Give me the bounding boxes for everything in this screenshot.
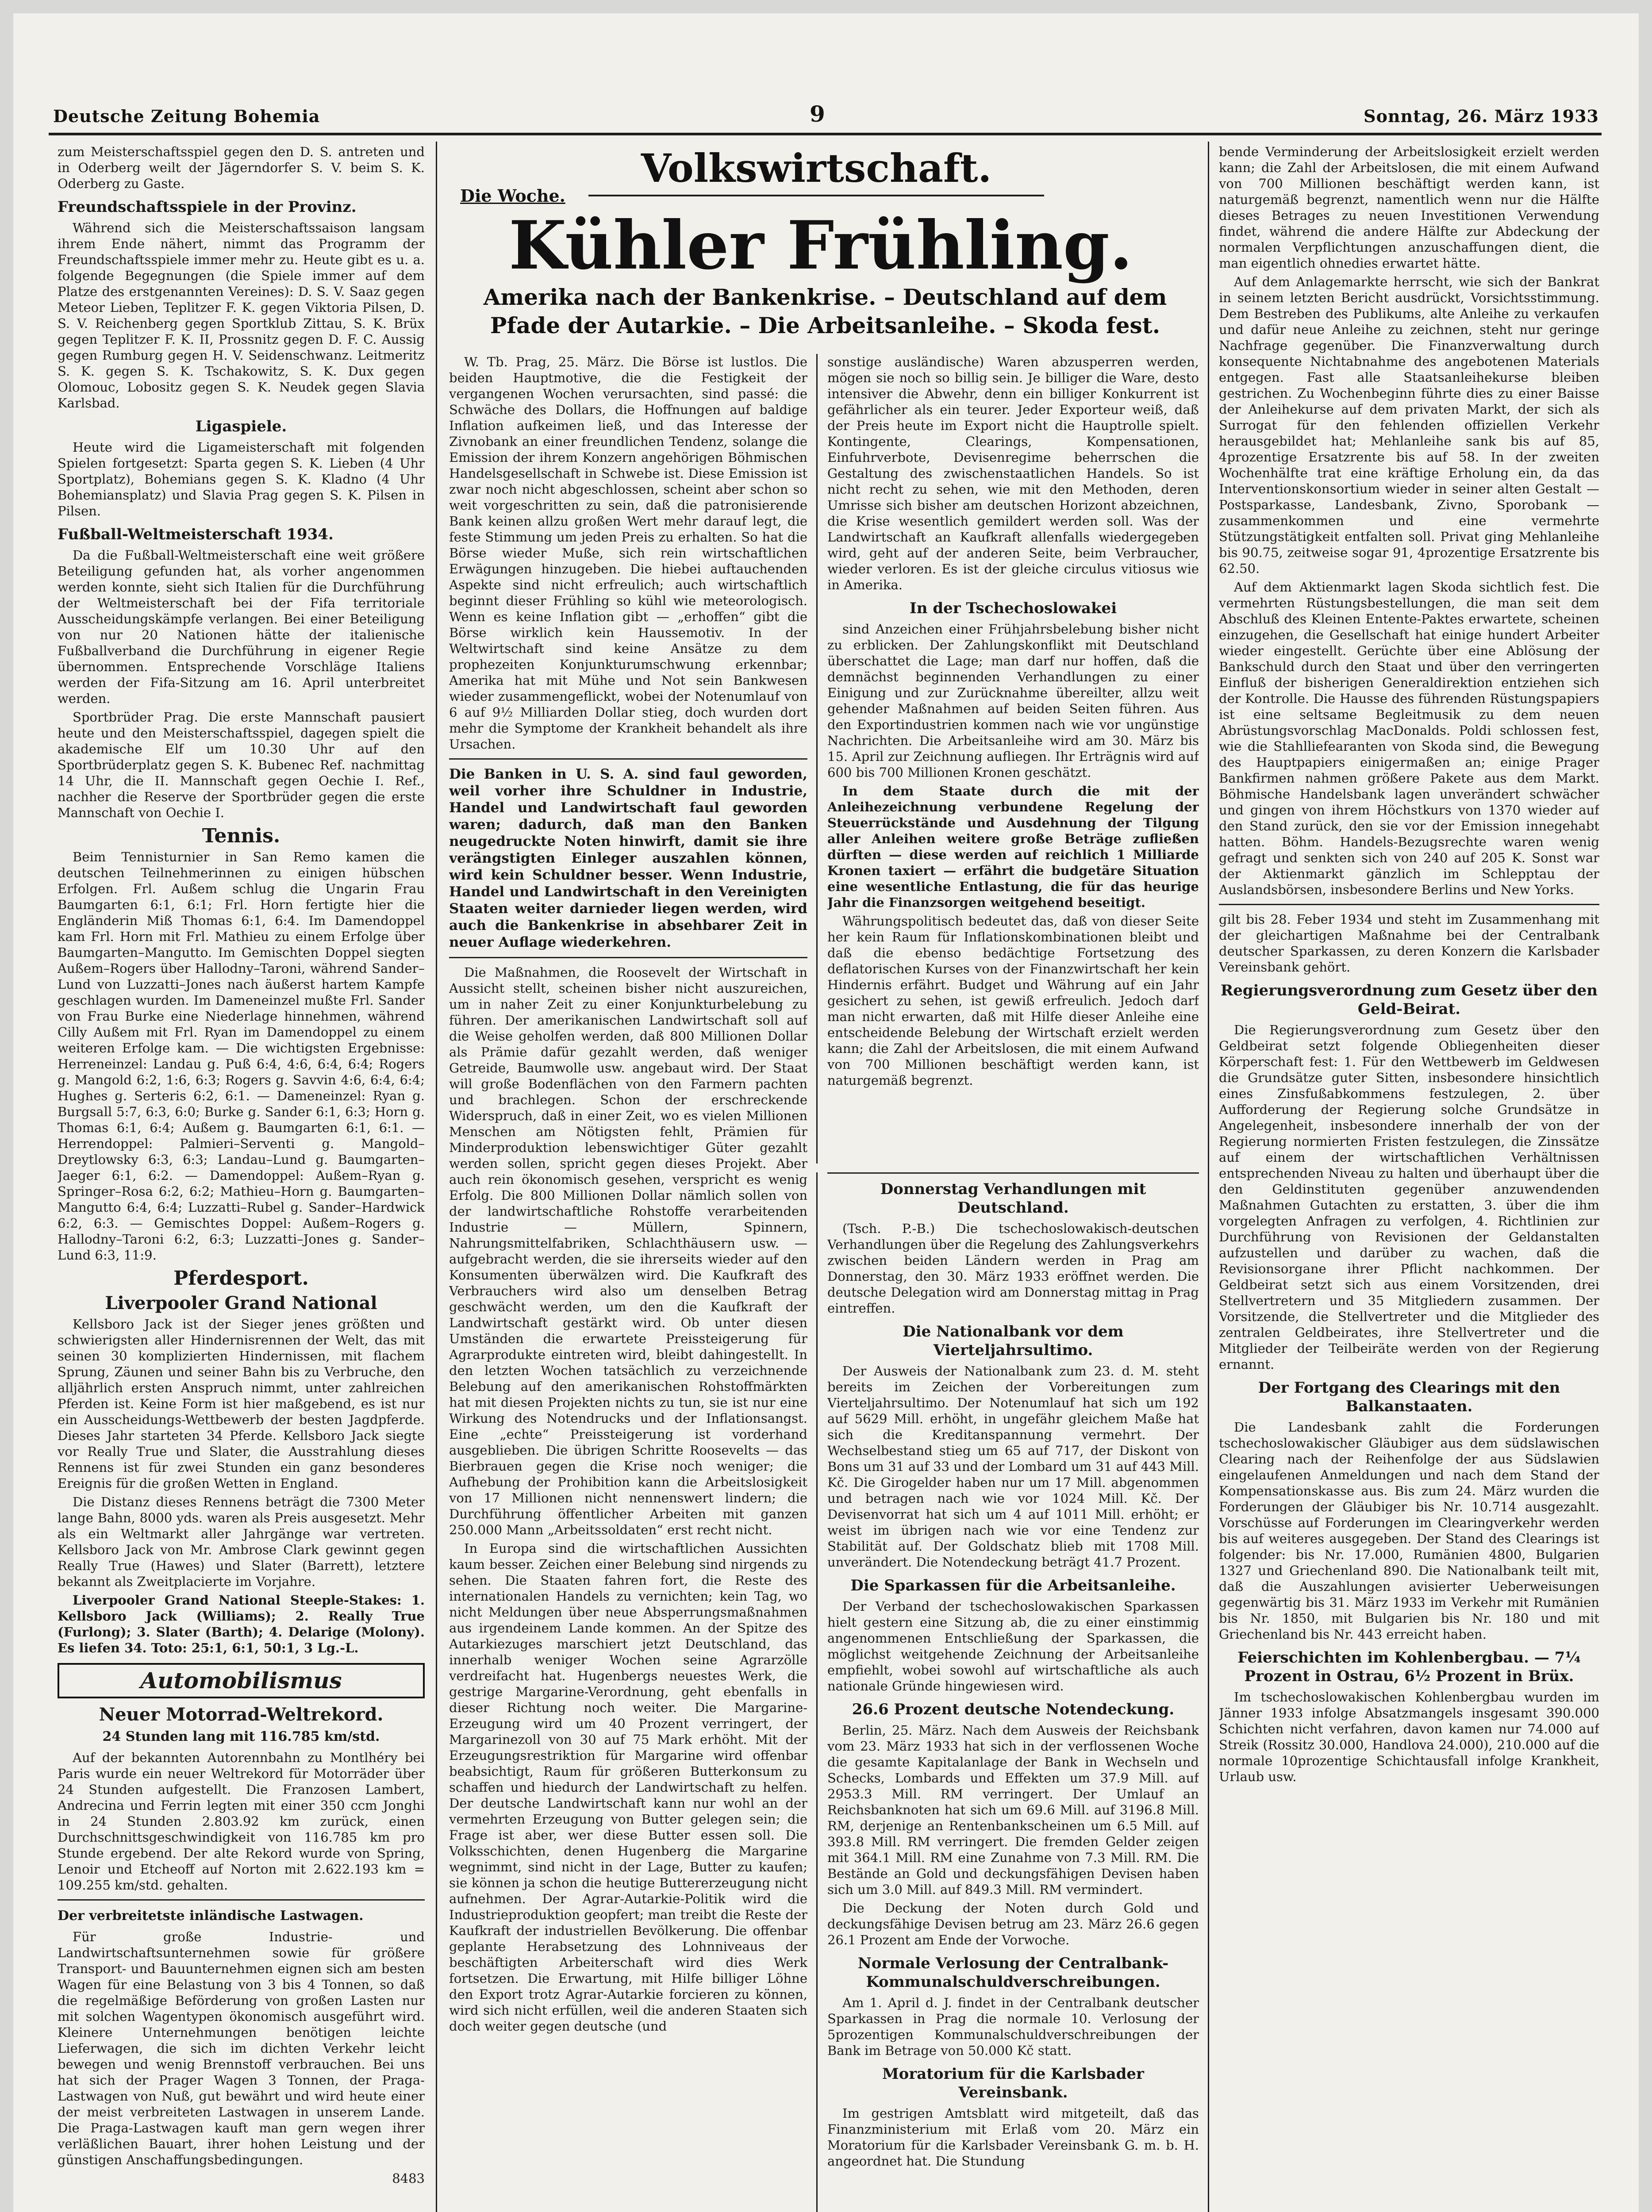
separator	[827, 1172, 1199, 1174]
coal-mining-text: Im tschechoslowakischen Kohlenbergbau wurden im Jänner 1933 infolge Absatzmangels insgesamt 390.000 Schichten nicht verfahren, davon kamen nur 74.000 auf Streik (Rossitz 30.000, Handlova 24.000), 210.000 auf die normale 10prozentige Schichtausfall infolge Krankheit, Urlaub usw.	[1219, 1690, 1599, 1784]
heading-world-cup: Fußball-Weltmeisterschaft 1934.	[58, 526, 334, 543]
money-council-text: Die Regierungsverordnung zum Gesetz über den Geldbeirat setzt folgende Obliegenheiten dieser Körperschaft fest: 1. Für den Wettbewerb im Geldwesen die Grundsätze guter Sitten, insbesondere hinsichtlich eines Zinsfußabkommens festzulegen, 2. über Aufforderung der Regierung solche Grundsätze in Angelegenheit, insbesondere innerhalb der von der Regierung normierten Fristen festzulegen, die Zinssätze auf einem der wirtschaftlichen Verhältnissen entsprechenden Niveau zu halten und überhaupt über die den Geldinstituten gegenüber anzuwendenden Maßnahmen Gutachten zu erstatten, 3. über die ihm vorgelegten Anfragen zu verfolgen, 4. Richtlinien zur Durchführung von Revisionen der Geldanstalten aufzustellen und darüber zu wachen, daß die Revisionsorgane ihrer Pflicht nachkommen. Der Geldbeirat setzt sich aus einem Vorsitzenden, drei Stellvertretern und 35 Mitgliedern zusammen. Der Vorsitzende, die Stellvertreter und die Mitglieder des zentralen Geldbeirates, ihre Stellvertreter und die Mitglieder der Teilbeiräte werden von der Regierung ernannt.	[1219, 1022, 1599, 1372]
nationalbank-text: Der Ausweis der Nationalbank zum 23. d. M. steht bereits im Zeichen der Vorbereitungen zum Vierteljahrsultimo. Der Notenumlauf hat sich um 192 auf 5629 Mill. erhöht, in ungefähr gleichem Maße hat sich die Kreditanspannung vermehrt. Der Wechselbestand stieg um 65 auf 717, der Diskont von Bons um 31 auf 33 und der Lombard um 31 auf 443 Mill. Kč. Die Girogelder haben nur um 17 Mill. abgenommen und betragen nach wie vor 1024 Mill. Kč. Der Devisenvorrat hat sich um 4 auf 1011 Mill. erhöht; er weist im übrigen nach wie vor eine Tendenz zur Stabilität auf. Der Goldschatz blieb mit 1708 Mill. unverändert. Die Notendeckung beträgt 41.7 Prozent.	[827, 1363, 1199, 1570]
heading-money-council: Regierungsverordnung zum Gesetz über den Geld-Beirat.	[1220, 982, 1598, 1018]
heading-clearing: Der Fortgang des Clearings mit den Balkanstaaten.	[1258, 1379, 1560, 1415]
currency-text: Währungspolitisch bedeutet das, daß von dieser Seite her kein Raum für Inflationskombinationen bleibt und daß die ebenso bedächtige Fortsetzung des deflatorischen Kurses von der Finanzwirtschaft her kein Hindernis erfährt. Budget und Währung auf ein Jahr gesichert zu sehen, ist gewiß erfreulich. Jedoch darf man nicht erwarten, daß mit Hilfe dieser Anleihe eine entscheidende Belebung der Wirtschaft erzielt werden kann; die Zahl der Arbeitslosen, die mit einem Aufwand von 700 Millionen beschäftigt werden kann, ist naturgemäß begrenzt.	[827, 914, 1199, 1088]
drawing-text: Am 1. April d. J. findet in der Centralbank deutscher Sparkassen in Prag die normale 10. Verlosung der 5prozentigen Kommunalschuldverschreibungen der Bank im Betrage von 50.000 Kč statt.	[827, 1995, 1199, 2058]
heading-trucks: Der verbreitetste inländische Lastwagen.	[58, 1908, 364, 1924]
trucks-text: Für große Industrie- und Landwirtschaftsunternehmen sowie für größere Transport- und Bauunternehmen eignen sich am besten Wagen für eine Belastung von 3 bis 4 Tonnen, so daß die regelmäßige Beförderung von großen Lasten nur mit solchen Wagentypen ökonomisch ausgeführt wird. Kleinere Unternehmungen benötigen leichte Lieferwagen, die sich im dichten Verkehr leicht bewegen und wenig Brennstoff verbrauchen. Bei uns hat sich der Prager Wagen 3 Tonnen, der Praga-Lastwagen von Nuß, gut bewährt und wird heute einer der meist verbreiteten Lastwagen in unserem Lande. Die Praga-Lastwagen kauft man gern wegen ihrer verläßlichen Bauart, ihrer hohen Leistung und der günstigen Anschaffungsbedingungen.	[58, 1929, 425, 2167]
footnote-number: 8483	[392, 2171, 425, 2186]
moratorium-text: Im gestrigen Amtsblatt wird mitgeteilt, daß das Finanzministerium mit Erlaß vom 20. März ein Moratorium für die Karlsbader Vereinsbank G. m. b. H. angeordnet hat. Die Stundung	[827, 2106, 1199, 2169]
negotiations-text: (Tsch. P.-B.) Die tschechoslowakisch-deutschen Verhandlungen über die Regelung des Zahlungsverkehrs zwischen beiden Ländern werden in Prag am Donnerstag, den 30. März 1933 eröffnet werden. Die deutsche Delegation wird am Donnerstag mittag in Prag eintreffen.	[827, 1221, 1199, 1316]
roosevelt-text: Die Maßnahmen, die Roosevelt der Wirtschaft in Aussicht stellt, scheinen bisher nicht auszureichen, um in naher Zeit zu einer Konjunkturbelebung zu führen. Der amerikanischen Landwirtschaft soll auf die Weise geholfen werden, daß 800 Millionen Dollar als Prämie dafür gezahlt werden, daß weniger Getreide, Baumwolle usw. angebaut wird. Der Staat will große Bodenflächen von den Farmern pachten und brachlegen. Schon der erschreckende Widerspruch, daß in einer Zeit, wo es vielen Millionen Menschen am Nötigsten fehlt, Prämien für Minderproduktion lebenswichtiger Güter gezahlt werden sollen, spricht gegen dieses Projekt. Aber auch rein ökonomisch gesehen, verspricht es wenig Erfolg. Die 800 Millionen Dollar nämlich sollen von der landwirtschaftliche Rohstoffe verarbeitenden Industrie — Müllern, Spinnern, Nahrungsmittelfabriken, Schlachthäusern usw. — aufgebracht werden, die sie ihrerseits wieder auf den Konsumenten überwälzen wird. Die Kaufkraft des Verbrauchers wird also um denselben Betrag geschwächt werden, um den die Kaufkraft der Landwirtschaft gestärkt wird. Ob unter diesen Umständen die erwartete Preissteigerung für Agrarprodukte eintreten wird, bleibt dahingestellt. In den letzten Wochen tatsächlich zu verzeichnende Belebung auf den amerikanischen Rohstoffmärkten hat mit diesen Projekten nichts zu tun, sie ist nur eine Wirkung des Notendrucks und der Inflationsangst. Eine „echte“ Preissteigerung ist vorderhand ausgeblieben. Die übrigen Schritte Roosevelts — das Bierbrauen gegen die Krise noch weniger; die Aufhebung der Prohibition kann die Arbeitslosigkeit von 17 Millionen nicht nennenswert lindern; die Durchführung öffentlicher Arbeiten mit ganzen 250.000 Mann „Arbeitssoldaten“ erst recht nicht.	[449, 965, 807, 1537]
heading-german-cover: 26.6 Prozent deutsche Notendeckung.	[852, 1701, 1175, 1718]
highlight-box: Die Banken in U. S. A. sind faul geworden, weil vorher ihre Schuldner in Industrie, Handel und Landwirtschaft faul geworden waren; dadurch, daß man den Banken neugedruckte Noten hinwirft, damit sie ihre verängstigten Einleger auszahlen können, wird kein Schuldner besser. Wenn Industrie, Handel und Landwirtschaft in den Vereinigten Staaten weiter darnieder liegen werden, wird auch die Bankenkrise in absehbarer Zeit in neuer Auflage wiederkehren.	[449, 766, 807, 950]
article-continued: sonstige ausländische) Waren abzusperren werden, mögen sie noch so billig sein. Je billiger die Ware, desto intensiver die Abwehr, denn ein billiger Konkurrent ist gefährlicher als ein teurer. Jeder Exporteur weiß, daß der Preis heute im Export nicht die Hauptrolle spielt. Kontingente, Clearings, Kompensationen, Einfuhrverbote, Devisenregime beherrschen die Gestaltung des zwischenstaatlichen Handels. So ist nicht recht zu sehen, wie mit den Methoden, deren Umrisse sich bisher am deutschen Horizont abzeichnen, die Krise wesentlich gemildert werden soll. Was der Landwirtschaft an Kaufkraft allenfalls wiedergegeben wird, geht auf der anderen Seite, beim Verbraucher, wieder verloren. Es ist der gleiche circulus vitiosus wie in Amerika.	[827, 354, 1199, 592]
motorcycle-record-text: Auf der bekannten Autorennbahn zu Montlhéry bei Paris wurde ein neuer Weltrekord für Motorräder über 24 Stunden aufgestellt. Die Franzosen Lambert, Andrecina und Ferrin legten mit einer 350 ccm Jonghi in 24 Stunden 2.803.92 km zurück, einen Durchschnittsgeschwindigkeit von 116.785 km pro Stunde ergebend. Der alte Rekord wurde von Spring, Lenoir und Etcheoff auf Norton mit 2.622.193 km = 109.255 km/std. gehalten.	[58, 1750, 425, 1893]
heading-friendly-matches: Freundschaftsspiele in der Provinz.	[58, 198, 357, 216]
czechoslovakia-text: sind Anzeichen einer Frühjahrsbelebung bisher nicht zu erblicken. Der Zahlungskonflikt mit Deutschland überschattet die Lage; man darf nur hoffen, daß die demnächst beginnenden Verhandlungen zu einer Einigung und zur Zurücknahme übereilter, allzu weit gehender Maßnahmen auf beiden Seiten führen. Aus den Exportindustrien kommen nach wie vor ungünstige Nachrichten. Die Arbeitsanleihe wird am 30. März bis 15. April zur Zeichnung aufliegen. Ihr Erträgnis wird auf 600 bis 700 Millionen Kronen geschätzt.	[827, 622, 1199, 780]
heading-negotiations: Donnerstag Verhandlungen mit Deutschland.	[880, 1180, 1146, 1217]
column-divider-3	[1208, 142, 1209, 2212]
heading-nationalbank: Die Nationalbank vor dem Vierteljahrsultimo.	[903, 1323, 1124, 1359]
intro-text: zum Meisterschaftsspiel gegen den D. S. antreten und in Oderberg weilt der Jägerndorfer S. V. beim S. K. Oderberg zu Gaste.	[58, 144, 425, 191]
tennis-text: Beim Tennisturnier in San Remo kamen die deutschen Teilnehmerinnen zu einigen hübschen Erfolgen. Frl. Außem schlug die Ungarin Frau Baumgarten 6:1, 6:1; Frl. Horn fertigte hier die Engländerin Miß Thomas 6:1, 6:4. Im Damendoppel kam Frl. Horn mit Frl. Mathieu zu einem Erfolge über Baumgarten–Mangutto. Im Gemischten Doppel siegten Außem–Rogers über Hallodny–Taroni, während Sander–Lund von Luzzatti–Jones nach äußerst hartem Kampfe geschlagen wurden. Im Dameneinzel mußte Frl. Sander von Frau Burke eine Niederlage hinnehmen, während Cilly Außem mit Frl. Ryan im Damendoppel zu einem weiteren Erfolge kam. — Die wichtigsten Ergebnisse: Herreneinzel: Landau g. Puß 6:4, 4:6, 6:4, 6:4; Rogers g. Mangold 6:2, 1:6, 6:3; Rogers g. Savvin 4:6, 6:4, 6:4; Hughes g. Serteris 6:2, 6:1. — Dameneinzel: Ryan g. Burgsall 5:7, 6:3, 6:0; Burke g. Sander 6:1, 6:3; Horn g. Thomas 6:1, 6:4; Außem g. Baumgarten 6:1, 6:1. — Herrendoppel: Palmieri–Serventi g. Mangold–Dreytlowsky 6:3, 6:3; Landau–Lund g. Baumgarten–Jaeger 6:1, 6:2. — Damendoppel: Außem–Ryan g. Springer–Rosa 6:2, 6:2; Mathieu–Horn g. Baumgarten–Mangutto 6:4, 6:4; Luzzatti–Rubel g. Sander–Hardwick 6:2, 6:3. — Gemischtes Doppel: Außem–Rogers g. Hallodny–Taroni 6:2, 6:3; Luzzatti–Jones g. Sander–Lund 6:3, 11:9.	[58, 849, 425, 1263]
bond-market-text: Auf dem Anlagemarkte herrscht, wie sich der Bankrat in seinem letzten Bericht ausdrückt, Vorsichtsstimmung. Dem Bestreben des Publikums, alte Anleihe zu verkaufen und dafür neue Anleihe zu zeichnen, steht nur geringe Nachfrage gegenüber. Die Finanzverwaltung durch konsequente Nichtabnahme des angebotenen Materials entgegen. Fast alle Staatsanleihekurse bleiben gestrichen. Zu Wochenbeginn führte dies zu einer Baisse der Anleihekurse auf dem privaten Markt, der sich als Surrogat für den fehlenden offiziellen Verkehr herausgebildet hat; Mehlanleihe sank bis auf 85, 4prozentige Ersatzrente bis auf 58. In der zweiten Wochenhälfte trat eine kräftige Erholung ein, da das Interventionskonsortium wieder in seiner alten Gestalt — Postsparkasse, Landesbank, Zivno, Sporobank — zusammenkommen und eine vermehrte Stützungstätigkeit entfalten soll. Privat ging Mehlanleihe bis 90.75, zeitweise sogar 91, 4prozentige Ersatzrente bis 62.50.	[1219, 274, 1599, 576]
heading-grand-national: Liverpooler Grand National	[105, 1293, 377, 1313]
week-label: Die Woche.	[460, 186, 565, 206]
main-headline: Kühler Frühling.	[509, 207, 1133, 284]
heading-coal-mining: Feierschichten im Kohlenbergbau. — 7¼ Prozent in Ostrau, 6½ Prozent in Brüx.	[1237, 1649, 1581, 1685]
separator	[449, 758, 807, 760]
sub-headline: Amerika nach der Bankenkrise. – Deutschland auf dem Pfade der Autarkie. – Die Arbeitsanleihe. – Skoda fest.	[483, 284, 1167, 338]
german-cover-text-2: Die Deckung der Noten durch Gold und deckungsfähige Devisen betrug am 23. März 26.6 gegen 26.1 Prozent am Ende der Vorwoche.	[827, 1901, 1199, 1947]
grand-national-text: Kellsboro Jack ist der Sieger jenes größten und schwierigsten aller Hindernisrennen der Welt, das mit seinen 30 komplizierten Hindernissen, mit flachem Sprung, Zäunen und seiner Bahn bis zu Verbruche, den alljährlich ersten Anspruch nimmt, unter zahlreichen Pferden ist. Keine Form ist hier maßgebend, es ist nur ein Ausscheidungs-Wettbewerb der besten Jagdpferde. Dieses Jahr starteten 34 Pferde. Kellsboro Jack siegte vor Really True und Slater, die Ausstrahlung dieses Rennens ist für zwei Stunden ein ganz besonderes Ereignis für die großen Wetten in England.	[58, 1317, 425, 1491]
column-divider-2-lower	[816, 1172, 818, 2212]
heading-motorcycle-record: Neuer Motorrad-Weltrekord.	[99, 1704, 384, 1725]
separator	[449, 957, 807, 958]
column-divider-1	[436, 142, 437, 2212]
stock-market-text: Auf dem Aktienmarkt lagen Skoda sichtlich fest. Die vermehrten Rüstungsbestellungen, die man seit dem Abschluß des Kleinen Entente-Paktes erwartete, scheinen einzugehen, die Gesellschaft hat einige hundert Arbeiter wieder eingestellt. Gerüchte über eine Ablösung der Bankschuld durch den Staat und über den verringerten Einfluß der bisherigen Generaldirektion entziehen sich der Kontrolle. Die Hausse des führenden Rüstungspapiers ist eine seltsame Begleitmusik zu dem neuen Abrüstungsvorschlag MacDonalds. Poldi schlossen fest, wie die Stahlliefearanten von Skoda sind, die Bewegung des Hauptpapiers einigermaßen an; einige Prager Bankfirmen nahmen größere Pakete aus dem Markt. Böhmische Handelsbank lagen unverändert schwächer und gingen von ihrem Höchstkurs von 1370 wieder auf den Stand zurück, den sie vor der Emission innegehabt hatten. Böhm. Handels-Bezugsrechte waren wenig gefragt und senkten sich von 240 auf 205 K. Sonst war der Aktienmarkt gänzlich im Schlepptau der Auslandsbörsen, insbesondere Berlins und New Yorks.	[1219, 580, 1599, 897]
newspaper-page	[13, 13, 1639, 2212]
separator	[58, 1899, 425, 1901]
friendly-matches-text: Während sich die Meisterschaftssaison langsam ihrem Ende nähert, nimmt das Programm der Freundschaftsspiele immer mehr zu. Heute gibt es u. a. folgende Begegnungen (die Spiele immer auf dem Platze des erstgenannten Vereines): D. S. V. Saaz gegen Meteor Lieben, Teplitzer F. K. gegen Viktoria Pilsen, D. S. V. Reichenberg gegen Sportklub Zittau, S. K. Brüx gegen Teplitzer F. K. II, Prossnitz gegen D. F. C. Aussig gegen Rumburg gegen H. V. Seidenschwanz. Leitmeritz S. K. gegen S. K. Tschakowitz, S. K. Dux gegen Olomouc, Lobositz gegen S. K. Neudek gegen Slavia Karlsbad.	[58, 220, 425, 411]
heading-automobilismus: Automobilismus	[58, 1663, 425, 1698]
budget-highlight: In dem Staate durch die mit der Anleihezeichnung verbundene Regelung der Steuerrückstände und Ausdehnung der Tilgung aller Anleihen weitere große Beträge zufließen dürften — diese werden auf reichlich 1 Milliarde Kronen taxiert — erfährt die budgetäre Situation eine wesentliche Entlastung, die für das heurige Jahr die Finanzsorgen weitgehend beseitigt.	[827, 783, 1199, 910]
column-economy-3	[1219, 144, 1599, 2212]
savings-banks-text: Der Verband der tschechoslowakischen Sparkassen hielt gestern eine Sitzung ab, die zu einer einstimmig angenommenen Entschließung der Sparkassen, die möglichst weitgehende Zeichnung der Arbeitsanleihe empfiehlt, wobei sowohl auf wirtschaftliche als auch nationale Gründe hingewiesen wird.	[827, 1599, 1199, 1694]
heading-league: Ligaspiele.	[195, 418, 287, 435]
page-number: 9	[810, 101, 826, 127]
column-economy-2-upper	[827, 354, 1199, 1164]
sportbrueder-text: Sportbrüder Prag. Die erste Mannschaft pausiert heute und den Meisterschaftsspiel, dagegen spielt die akademische Elf um 10.30 Uhr auf den Sportbrüderplatz gegen S. K. Bubenec Ref. nachmittag 14 Uhr, die II. Mannschaft gegen Oechie I. Ref., nachher die Reserve der Sportbrüder gegen die erste Mannschaft von Oechie I.	[58, 710, 425, 820]
section-title: Volkswirtschaft.	[641, 145, 992, 191]
article-lead: W. Tb. Prag, 25. März. Die Börse ist lustlos. Die beiden Hauptmotive, die die Festigkeit der vergangenen Wochen verursachten, sind passé: die Schwäche des Dollars, die Hoffnungen auf baldige Inflation aufkeimen ließ, und das Interesse der Zivnobank an einer freundlichen Tendenz, solange die Emission der ihrem Konzern angehörigen Böhmischen Handelsgesellschaft in Schwebe ist. Diese Emission ist zwar noch nicht abgeschlossen, scheint aber schon so weit vorgeschritten zu sein, daß die patronisierende Bank keinen allzu großen Wert mehr darauf legt, die feste Stimmung um jeden Preis zu erhalten. So hat die Börse wieder Muße, sich rein wirtschaftlichen Erwägungen hinzugeben. Die hiebei auftauchenden Aspekte sind nicht erfreulich; auch wirtschaftlich beginnt dieser Frühling so kühl wie meteorologisch. Wenn es keine Inflation gibt — „erhoffen“ gibt die Börse wirklich kein Haussemotiv. In der Weltwirtschaft sind keine Ansätze zu dem prophezeiten Konjunkturumschwung erkennbar; Amerika hat mit Mühe und Not sein Bankwesen wieder zusammengeflickt, wobei der Notenumlauf von 6 auf 9½ Milliarden Dollar stieg, doch wurden dort mehr die Symptome der Krankheit behandelt als ihre Ursachen.	[449, 354, 807, 752]
grand-national-text-2: Die Distanz dieses Rennens beträgt die 7300 Meter lange Bahn, 8000 yds. waren als Preis ausgesetzt. Mehr als ein Weltmarkt aller Jahrgänge war vertreten. Kellsboro Jack von Mr. Ambrose Clark gewinnt gegen Really True (Hawes) und Slater (Barrett), letztere bekannt als Zweitplacierte im Vorjahre.	[58, 1494, 425, 1589]
column-economy-2-lower	[827, 1172, 1199, 2212]
masthead-title: Deutsche Zeitung Bohemia	[53, 106, 320, 126]
header-rule	[49, 133, 1602, 135]
motorcycle-record-subheading: 24 Stunden lang mit 116.785 km/std.	[102, 1729, 380, 1744]
heading-moratorium: Moratorium für die Karlsbader Vereinsbank.	[882, 2065, 1144, 2101]
column-sports	[58, 144, 425, 2212]
league-text: Heute wird die Ligameisterschaft mit folgenden Spielen fortgesetzt: Sparta gegen S. K. Lieben (4 Uhr Sportplatz), Bohemians gegen S. K. Kladno (4 Uhr Bohemiansplatz) und Slavia Prag gegen S. K. Pilsen in Pilsen.	[58, 440, 425, 518]
column-divider-2-upper	[816, 354, 818, 1164]
world-cup-text: Da die Fußball-Weltmeisterschaft eine weit größere Beteiligung gefunden hat, als vorher angenommen werden konnte, sieht sich Italien für die Durchführung der Weltmeisterschaft bei der Fifa territoriale Ausscheidungskämpfe verlangen. Bei einer Beteiligung von nur 20 Nationen hätte der italienische Fußballverband die Durchführung in eigener Regie übernommen. Entsprechende Vorschläge Italiens werden der Fifa-Sitzung am 16. April unterbreitet werden.	[58, 548, 425, 706]
heading-czechoslovakia: In der Tschechoslowakei	[909, 599, 1117, 617]
europe-text: In Europa sind die wirtschaftlichen Aussichten kaum besser. Zeichen einer Belebung sind nirgends zu sehen. Die Staaten fahren fort, die Reste des internationalen Handels zu vernichten; kein Tag, wo nicht Meldungen über neue Absperrungsmaßnahmen aus irgendeinem Lande kommen. An der Spitze des Autarkiezuges marschiert jetzt Deutschland, das innerhalb weniger Wochen seine Agrarzölle verdreifacht hat. Hugenbergs neuestes Werk, die gestrige Margarine-Verordnung, geht ebenfalls in dieser Richtung noch weiter. Die Margarine-Erzeugung wird um 40 Prozent verringert, der Margarinezoll von 30 auf 75 Mark erhöht. Mit der Erzeugungsrestriktion für Margarine wird offenbar beabsichtigt, Raum für größeren Butterkonsum zu schaffen und hiedurch der Landwirtschaft zu helfen. Der deutsche Landwirtschaft kann nur wohl an der vermehrten Erzeugung von Butter gelegen sein; die Frage ist aber, wer diese Butter essen soll. Die Volksschichten, denen Hugenberg die Margarine wegnimmt, sind nicht in der Lage, Butter zu kaufen; sie können ja schon die heutige Buttererzeugung nicht aufnehmen. Der Agrar-Autarkie-Politik wird die Industrieproduktion geopfert; man treibt die Reste der Kaufkraft der industriellen Bevölkerung. Die offenbar geplante Herabsetzung des Lohnniveaus der beschäftigten Arbeiterschaft wird dies Werk fortsetzen. Die Erwartung, mit Hilfe billiger Löhne den Export trotz Agrar-Autarkie forcieren zu können, wird sich nicht erfüllen, weil die anderen Staaten sich doch weiter gegen deutsche (und	[449, 1541, 807, 2034]
heading-savings-banks: Die Sparkassen für die Arbeitsanleihe.	[850, 1577, 1176, 1594]
column-economy-1	[449, 354, 807, 2212]
heading-tennis: Tennis.	[202, 825, 280, 847]
grand-national-result: Liverpooler Grand National Steeple-Stakes: 1. Kellsboro Jack (Williams); 2. Really True (Furlong); 3. Slater (Barth); 4. Delarige (Molony). Es liefen 34. Toto: 25:1, 6:1, 50:1, 3 Lg.-L.	[58, 1593, 425, 1655]
heading-horse-racing: Pferdesport.	[173, 1267, 309, 1290]
article-continued-2: bende Verminderung der Arbeitslosigkeit erzielt werden kann; die Zahl der Arbeitslosen, die mit einem Aufwand von 700 Millionen beschäftigt werden kann, ist naturgemäß begrenzt, namentlich wenn nur die Hälfte dieses Betrages zu neuen Investitionen Verwendung findet, während die andere Hälfte zur Abdeckung der normalen Verpflichtungen anzuschaffungen dient, die man eigentlich ohnedies erwartet hätte.	[1219, 144, 1599, 271]
separator	[1219, 904, 1599, 905]
moratorium-continued: gilt bis 28. Feber 1934 und steht im Zusammenhang mit der gleichartigen Maßnahme bei der Centralbank deutscher Sparkassen, zu deren Konzern die Karlsbader Vereinsbank gehört.	[1219, 912, 1599, 975]
heading-drawing: Normale Verlosung der Centralbank-Kommunalschuldverschreibungen.	[857, 1955, 1169, 1991]
issue-date: Sonntag, 26. März 1933	[1364, 106, 1599, 126]
german-cover-text: Berlin, 25. März. Nach dem Ausweis der Reichsbank vom 23. März 1933 hat sich in der verflossenen Woche die gesamte Kapitalanlage der Bank in Wechseln und Schecks, Lombards und Effekten um 37.9 Mill. auf 2953.3 Mill. RM verringert. Der Umlauf an Reichsbanknoten hat sich um 69.6 Mill. auf 3196.8 Mill. RM, derjenige an Rentenbankscheinen um 6.5 Mill. auf 393.8 Mill. RM verringert. Die fremden Gelder zeigen mit 364.1 Mill. RM eine Zunahme von 7.3 Mill. RM. Die Bestände an Gold und deckungsfähigen Devisen haben sich um 3.0 Mill. auf 849.3 Mill. RM vermindert.	[827, 1723, 1199, 1897]
clearing-text: Die Landesbank zahlt die Forderungen tschechoslowakischer Gläubiger aus dem südslawischen Clearing nach der Reihenfolge der aus Südslawien eingelaufenen Anmeldungen und nach dem Stand der Kompensationskasse aus. Bis zum 24. März wurden die Forderungen der Gläubiger bis Nr. 10.714 ausgezahlt. Vorschüsse auf Forderungen im Clearingverkehr werden bis auf weiteres ausgegeben. Der Stand des Clearings ist folgender: bis Nr. 17.000, Rumänien 4800, Bulgarien 1327 und Griechenland 890. Die Nationalbank teilt mit, daß die Auszahlungen avisierter Ueberweisungen gegenwärtig bis 31. März 1933 im Verkehr mit Rumänien bis Nr. 1850, mit Bulgarien bis Nr. 180 und mit Griechenland bis Nr. 443 erreicht haben.	[1219, 1420, 1599, 1642]
section-title-rule	[588, 195, 1044, 196]
